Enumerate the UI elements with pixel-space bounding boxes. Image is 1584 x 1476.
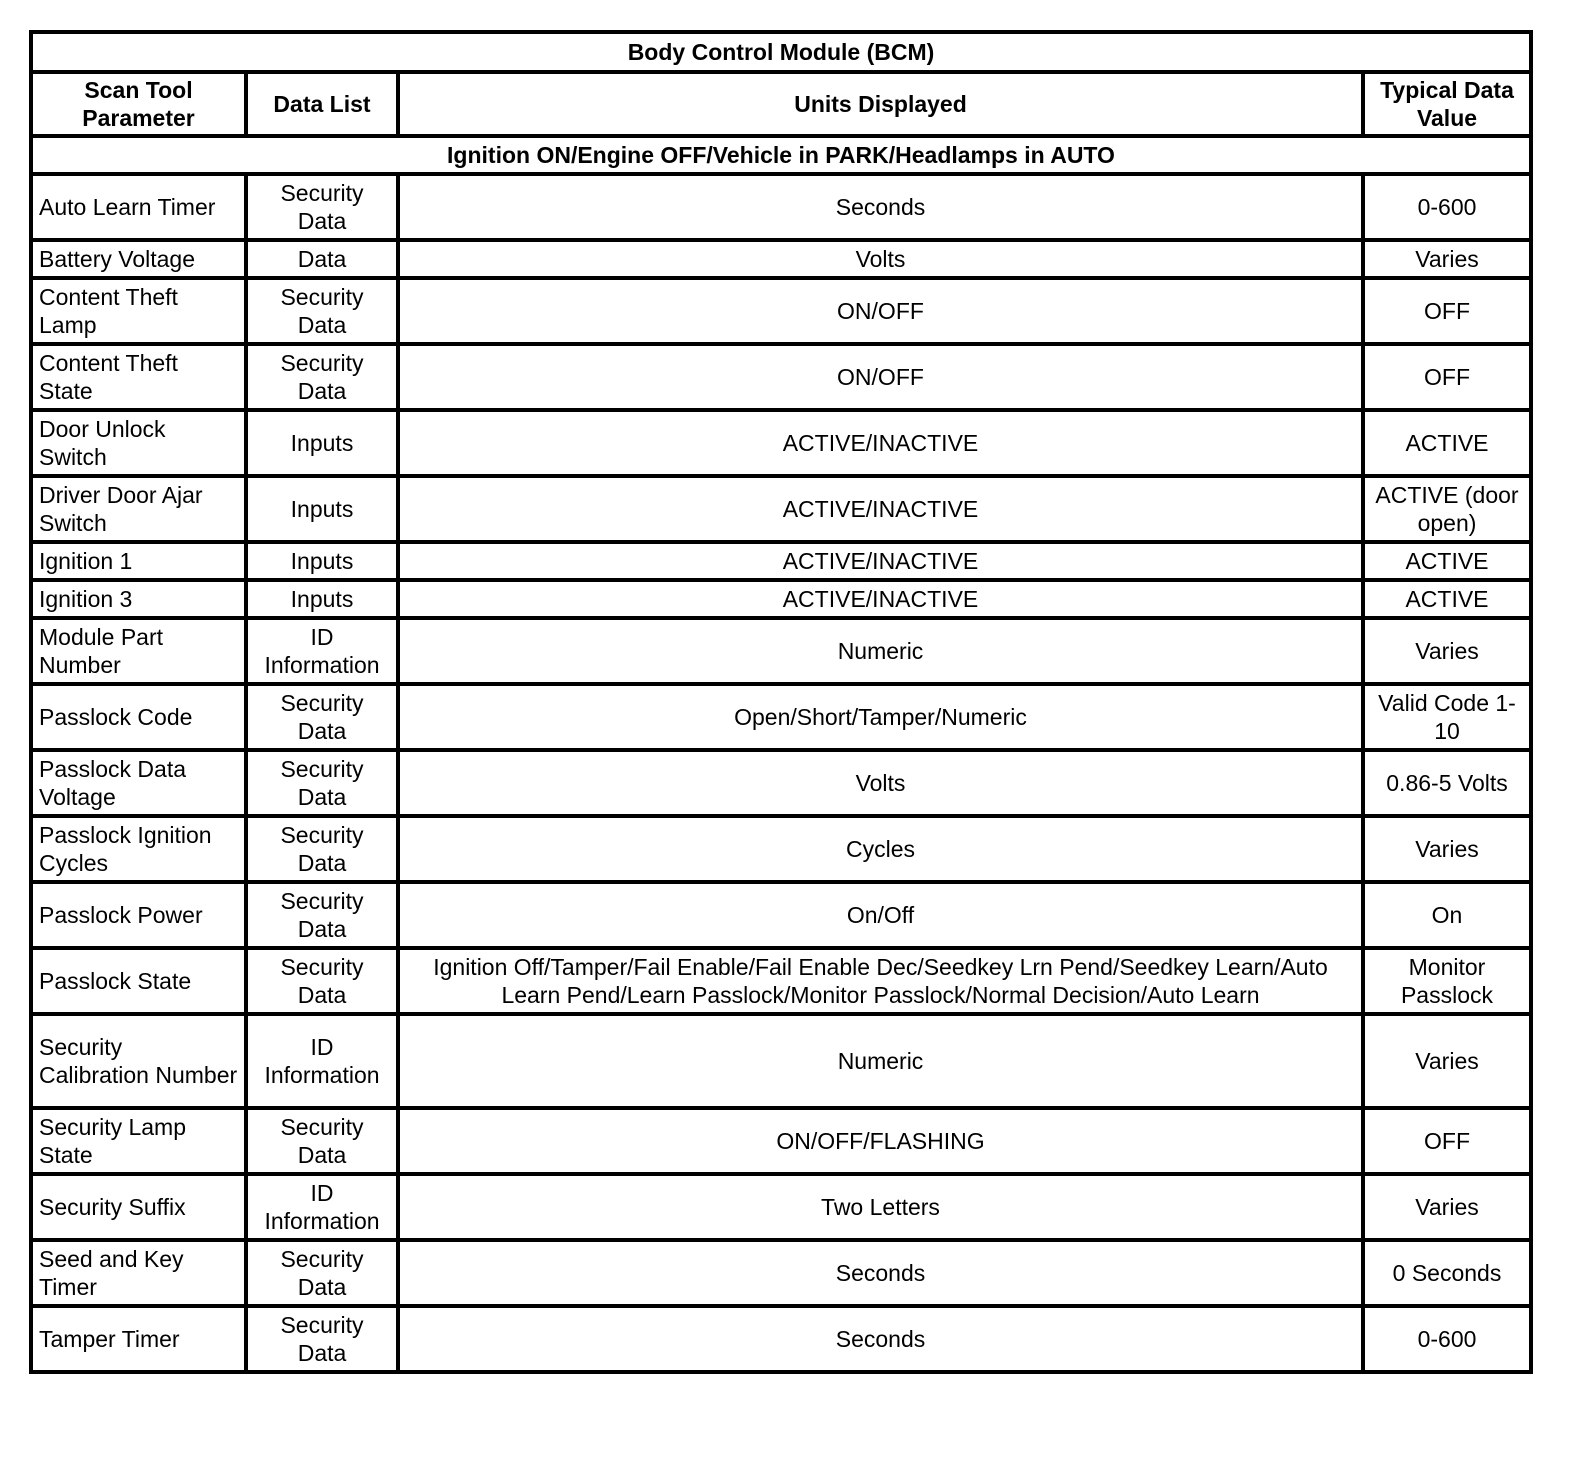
parameter-cell: Seed and Key Timer — [31, 1240, 246, 1306]
table-row — [31, 410, 1531, 476]
condition-row: Ignition ON/Engine OFF/Vehicle in PARK/Headlamps in AUTO — [31, 136, 1531, 174]
data-list-cell: ID Information — [246, 1174, 398, 1240]
units-cell: ON/OFF/FLASHING — [398, 1108, 1363, 1174]
data-list-cell: Inputs — [246, 410, 398, 476]
data-list-cell: ID Information — [246, 1014, 398, 1108]
table-row — [31, 618, 1531, 684]
typical-value-cell: Monitor Passlock — [1363, 948, 1531, 1014]
units-cell: Seconds — [398, 1306, 1363, 1372]
units-cell: ACTIVE/INACTIVE — [398, 542, 1363, 580]
table-row — [31, 1108, 1531, 1174]
data-list-cell: Security Data — [246, 750, 398, 816]
typical-value-cell: Valid Code 1-10 — [1363, 684, 1531, 750]
table-row — [31, 750, 1531, 816]
data-list-cell: Security Data — [246, 278, 398, 344]
units-cell: On/Off — [398, 882, 1363, 948]
table-row — [31, 278, 1531, 344]
units-cell: Open/Short/Tamper/Numeric — [398, 684, 1363, 750]
typical-value-cell: 0-600 — [1363, 1306, 1531, 1372]
table-title: Body Control Module (BCM) — [31, 32, 1531, 72]
data-list-cell: Inputs — [246, 476, 398, 542]
data-list-cell: Inputs — [246, 580, 398, 618]
units-cell: ACTIVE/INACTIVE — [398, 410, 1363, 476]
typical-value-cell: Varies — [1363, 240, 1531, 278]
typical-value-cell: ACTIVE (door open) — [1363, 476, 1531, 542]
units-cell: Two Letters — [398, 1174, 1363, 1240]
table-row — [31, 240, 1531, 278]
units-cell: Numeric — [398, 618, 1363, 684]
parameter-cell: Ignition 3 — [31, 580, 246, 618]
table-row — [31, 476, 1531, 542]
units-cell: ON/OFF — [398, 278, 1363, 344]
table-row — [31, 174, 1531, 240]
typical-value-cell: OFF — [1363, 344, 1531, 410]
data-list-cell: Security Data — [246, 882, 398, 948]
typical-value-cell: ACTIVE — [1363, 410, 1531, 476]
parameter-cell: Module Part Number — [31, 618, 246, 684]
data-list-cell: Security Data — [246, 174, 398, 240]
typical-value-cell: 0-600 — [1363, 174, 1531, 240]
typical-value-cell: On — [1363, 882, 1531, 948]
header-units-displayed: Units Displayed — [398, 72, 1363, 136]
units-cell: Volts — [398, 240, 1363, 278]
data-list-cell: Security Data — [246, 344, 398, 410]
table-row — [31, 1014, 1531, 1108]
data-list-cell: Security Data — [246, 1240, 398, 1306]
typical-value-cell: Varies — [1363, 1174, 1531, 1240]
table-row — [31, 1174, 1531, 1240]
bcm-data-table — [29, 30, 1533, 1374]
parameter-cell: Ignition 1 — [31, 542, 246, 580]
parameter-cell: Passlock Power — [31, 882, 246, 948]
typical-value-cell: ACTIVE — [1363, 580, 1531, 618]
typical-value-cell: ACTIVE — [1363, 542, 1531, 580]
header-typical-data-value: Typical Data Value — [1363, 72, 1531, 136]
data-list-cell: Security Data — [246, 816, 398, 882]
units-cell: ACTIVE/INACTIVE — [398, 476, 1363, 542]
parameter-cell: Passlock Data Voltage — [31, 750, 246, 816]
data-list-cell: ID Information — [246, 618, 398, 684]
header-scan-tool-parameter: Scan Tool Parameter — [31, 72, 246, 136]
parameter-cell: Passlock State — [31, 948, 246, 1014]
parameter-cell: Passlock Ignition Cycles — [31, 816, 246, 882]
data-list-cell: Security Data — [246, 1306, 398, 1372]
parameter-cell: Security Lamp State — [31, 1108, 246, 1174]
header-data-list: Data List — [246, 72, 398, 136]
parameter-cell: Driver Door Ajar Switch — [31, 476, 246, 542]
parameter-cell: Auto Learn Timer — [31, 174, 246, 240]
units-cell: Ignition Off/Tamper/Fail Enable/Fail Enable Dec/Seedkey Lrn Pend/Seedkey Learn/Auto Learn Pend/Learn Passlock/Monitor Passlock/Normal Decision/Auto Learn — [398, 948, 1363, 1014]
units-cell: Seconds — [398, 1240, 1363, 1306]
data-list-cell: Security Data — [246, 1108, 398, 1174]
typical-value-cell: OFF — [1363, 1108, 1531, 1174]
units-cell: ON/OFF — [398, 344, 1363, 410]
data-list-cell: Data — [246, 240, 398, 278]
parameter-cell: Passlock Code — [31, 684, 246, 750]
table-row — [31, 948, 1531, 1014]
parameter-cell: Content Theft State — [31, 344, 246, 410]
typical-value-cell: Varies — [1363, 816, 1531, 882]
units-cell: Seconds — [398, 174, 1363, 240]
typical-value-cell: Varies — [1363, 618, 1531, 684]
table-row — [31, 580, 1531, 618]
typical-value-cell: 0 Seconds — [1363, 1240, 1531, 1306]
parameter-cell: Door Unlock Switch — [31, 410, 246, 476]
parameter-cell: Security Calibration Number — [31, 1014, 246, 1108]
table-row — [31, 344, 1531, 410]
units-cell: Volts — [398, 750, 1363, 816]
data-list-cell: Security Data — [246, 684, 398, 750]
typical-value-cell: Varies — [1363, 1014, 1531, 1108]
typical-value-cell: OFF — [1363, 278, 1531, 344]
data-list-cell: Security Data — [246, 948, 398, 1014]
parameter-cell: Security Suffix — [31, 1174, 246, 1240]
parameter-cell: Battery Voltage — [31, 240, 246, 278]
parameter-cell: Content Theft Lamp — [31, 278, 246, 344]
table-row — [31, 882, 1531, 948]
table-row — [31, 1240, 1531, 1306]
units-cell: Numeric — [398, 1014, 1363, 1108]
parameter-cell: Tamper Timer — [31, 1306, 246, 1372]
table-row — [31, 816, 1531, 882]
typical-value-cell: 0.86-5 Volts — [1363, 750, 1531, 816]
data-list-cell: Inputs — [246, 542, 398, 580]
units-cell: ACTIVE/INACTIVE — [398, 580, 1363, 618]
units-cell: Cycles — [398, 816, 1363, 882]
table-row — [31, 1306, 1531, 1372]
table-row — [31, 542, 1531, 580]
table-row — [31, 684, 1531, 750]
